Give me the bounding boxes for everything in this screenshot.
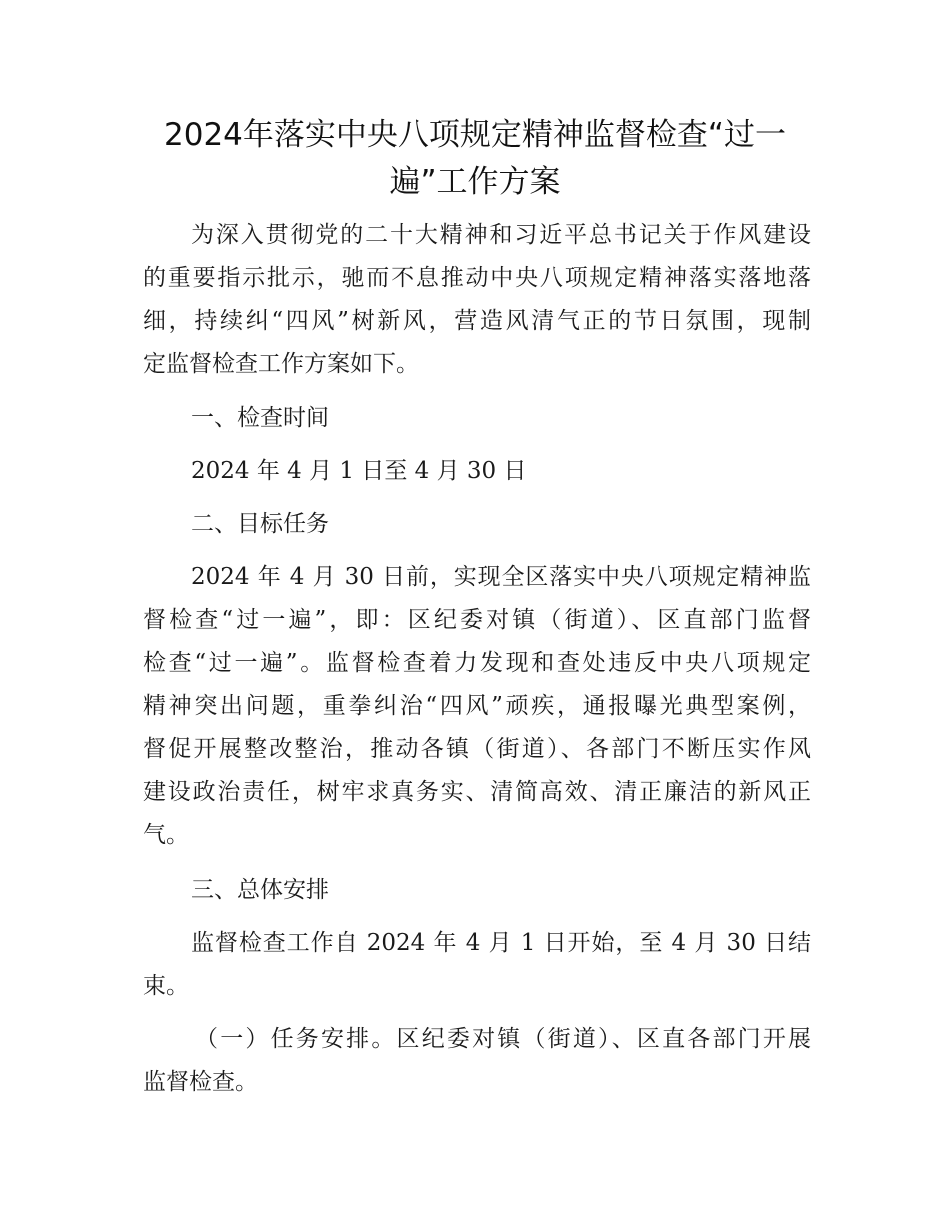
section-3-line-2: 束。	[143, 973, 189, 999]
section-2-heading: 二、目标任务	[191, 511, 329, 537]
intro-line-3: 细，持续纠“四风”树新风，营造风清气正的节日氛围，现制	[143, 308, 811, 334]
subsection-1-line-1: （一）任务安排。区纪委对镇（街道）、区直各部门开展	[195, 1026, 811, 1052]
section-2-line-5: 督促开展整改整治，推动各镇（街道）、各部门不断压实作风	[143, 736, 811, 762]
section-3-line-1: 监督检查工作自 2024 年 4 月 1 日开始，至 4 月 30 日结	[191, 930, 811, 956]
subsection-1-line-2: 监督检查。	[143, 1069, 258, 1095]
intro-line-1: 为深入贯彻党的二十大精神和习近平总书记关于作风建设	[191, 222, 811, 248]
section-2-line-4: 精神突出问题，重拳纠治“四风”顽疾，通报曝光典型案例，	[143, 693, 811, 719]
document-title-line-2: 遍”工作方案	[389, 164, 561, 200]
section-2-line-1: 2024 年 4 月 30 日前，实现全区落实中央八项规定精神监	[191, 564, 811, 590]
section-1-heading: 一、检查时间	[191, 405, 329, 431]
section-3-heading: 三、总体安排	[191, 877, 329, 903]
section-2-line-6: 建设政治责任，树牢求真务实、清简高效、清正廉洁的新风正	[143, 779, 811, 805]
intro-line-4: 定监督检查工作方案如下。	[143, 351, 419, 377]
intro-line-2: 的重要指示批示，驰而不息推动中央八项规定精神落实落地落	[143, 265, 811, 291]
section-2-line-3: 检查“过一遍”。监督检查着力发现和查处违反中央八项规定	[143, 650, 811, 676]
section-2-line-2: 督检查“过一遍”，即：区纪委对镇（街道）、区直部门监督	[143, 607, 811, 633]
section-2-line-7: 气。	[143, 822, 189, 848]
document-title-line-1: 2024年落实中央八项规定精神监督检查“过一	[164, 117, 786, 153]
section-1-text: 2024 年 4 月 1 日至 4 月 30 日	[191, 458, 527, 484]
